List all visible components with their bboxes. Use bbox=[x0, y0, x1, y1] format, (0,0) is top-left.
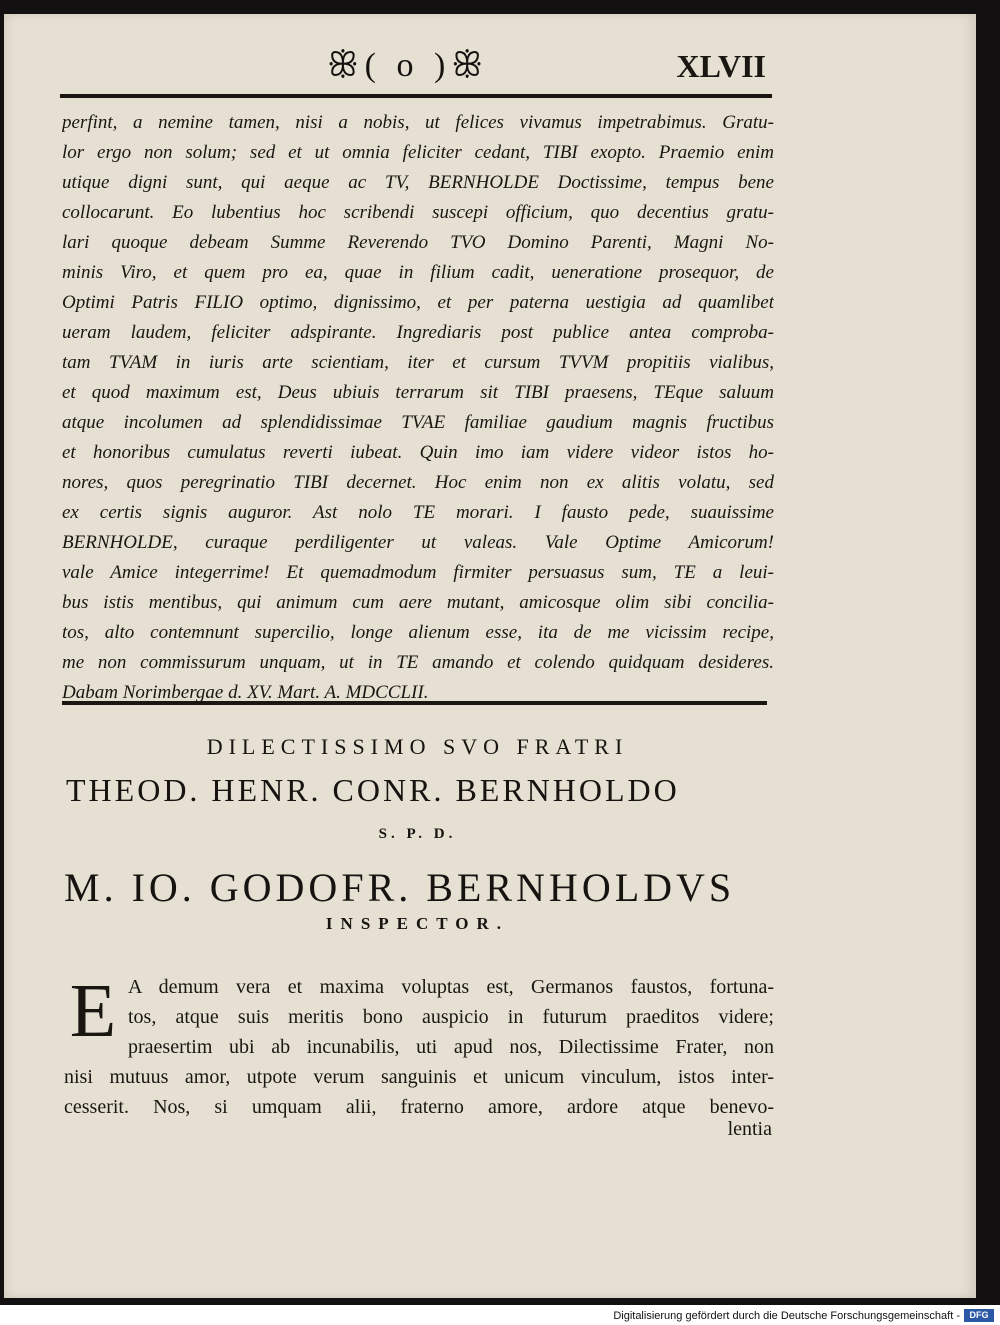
text-line: cesserit. Nos, si umquam alii, fraterno amore, ardore atque benevo- bbox=[64, 1096, 774, 1118]
text-line: Optimi Patris FILIO optimo, dignissimo, et per paterna uestigia ad quamlibet bbox=[62, 292, 774, 313]
text-line: tos, atque suis meritis bono auspicio in futurum praeditos videre; bbox=[128, 1006, 774, 1028]
catchword: lentia bbox=[727, 1118, 772, 1140]
book-page bbox=[4, 14, 976, 1298]
text-line: collocarunt. Eo lubentius hoc scribendi suscepi officium, quo decentius gratu- bbox=[62, 202, 774, 223]
author-title: INSPECTOR. bbox=[325, 914, 510, 933]
text-line: lor ergo non solum; sed et ut omnia feliciter cedant, TIBI exopto. Praemio enim bbox=[62, 142, 774, 163]
text-line: et quod maximum est, Deus ubiuis terrarum sit TIBI praesens, TEque saluum bbox=[62, 382, 774, 403]
body-text-block bbox=[64, 969, 774, 1122]
text-line: nores, quos peregrinatio TIBI decernet. Hoc enim non ex alitis volatu, sed bbox=[62, 472, 774, 493]
header-rule bbox=[60, 94, 772, 98]
text-line: A demum vera et maxima voluptas est, Germanos faustos, fortuna- bbox=[128, 976, 774, 998]
text-line: vale Amice integerrime! Et quemadmodum firmiter persuasus sum, TE a leui- bbox=[62, 562, 774, 583]
drop-capital: E bbox=[69, 969, 117, 1053]
text-line: utique digni sunt, qui aeque ac TV, BERNHOLDE Doctissime, tempus bene bbox=[62, 172, 774, 193]
text-line: ex certis signis auguror. Ast nolo TE morari. I fausto pede, suauissime bbox=[62, 502, 774, 523]
text-line: nisi mutuus amor, utpote verum sanguinis et unicum vinculum, istos inter- bbox=[64, 1066, 774, 1088]
text-line: bus istis mentibus, qui animum cum aere mutant, amicosque olim sibi concilia- bbox=[62, 592, 774, 613]
page-number: XLVII bbox=[676, 48, 766, 84]
digitization-credit: Digitalisierung gefördert durch die Deutsche Forschungsgemeinschaft - bbox=[613, 1310, 960, 1322]
text-line: lari quoque debeam Summe Reverendo TVO Domino Parenti, Magni No- bbox=[62, 232, 774, 253]
ornamental-headpiece: ꕥ( o )ꕥ bbox=[327, 47, 489, 84]
text-line: me non commissurum unquam, ut in TE amando et colendo quidquam desideres. bbox=[62, 652, 774, 673]
text-line: perfint, a nemine tamen, nisi a nobis, ut felices vivamus impetrabimus. Gratu- bbox=[62, 112, 774, 133]
text-line: minis Viro, et quem pro ea, quae in filium cadit, ueneratione prosequor, de bbox=[62, 262, 774, 283]
text-line: tam TVAM in iuris arte scientiam, iter et cursum TVVM propitiis vialibus, bbox=[62, 352, 774, 373]
author-name: M. IO. GODOFR. BERNHOLDVS bbox=[64, 865, 736, 910]
text-line: et honoribus cumulatus reverti iubeat. Quin imo iam videre videor istos ho- bbox=[62, 442, 774, 463]
text-line: tos, alto contemnunt supercilio, longe alienum esse, ita de me vicissim recipe, bbox=[62, 622, 774, 643]
dateline: Dabam Norimbergae d. XV. Mart. A. MDCCLII. bbox=[62, 682, 429, 703]
section-divider bbox=[62, 701, 767, 705]
text-line: atque incolumen ad splendidissimae TVAE familiae gaudium magnis fructibus bbox=[62, 412, 774, 433]
text-line: ueram laudem, feliciter adspirante. Ingrediaris post publice antea comproba- bbox=[62, 322, 774, 343]
text-line: praesertim ubi ab incunabilis, uti apud nos, Dilectissime Frater, non bbox=[128, 1036, 774, 1058]
letter-text-block bbox=[62, 108, 774, 708]
salutation: S. P. D. bbox=[378, 826, 457, 842]
addressee-name: THEOD. HENR. CONR. BERNHOLDO bbox=[66, 772, 680, 808]
dfg-logo: DFG bbox=[964, 1309, 994, 1322]
text-line: BERNHOLDE, curaque perdiligenter ut valeas. Vale Optime Amicorum! bbox=[62, 532, 774, 553]
dedication-line: DILECTISSIMO SVO FRATRI bbox=[206, 734, 629, 759]
